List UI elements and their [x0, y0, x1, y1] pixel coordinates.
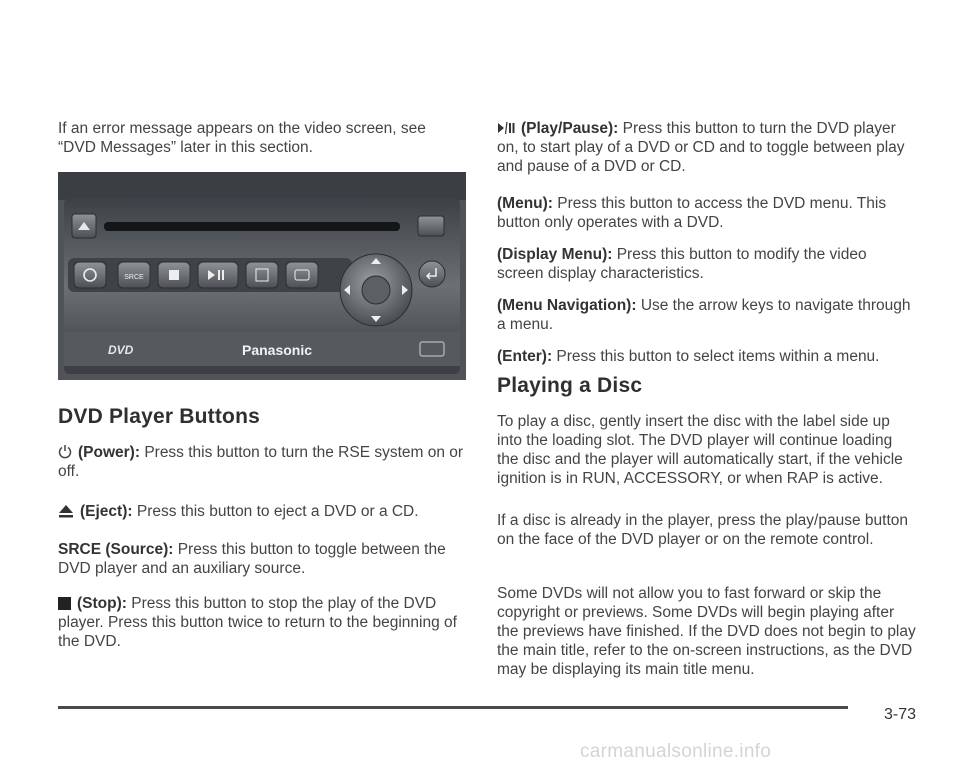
dvd-player-buttons-heading: DVD Player Buttons [58, 405, 260, 428]
enter-entry [497, 347, 917, 366]
playing-para-2: If a disc is already in the player, press the play/pause button on the face of the DVD player or on the remote control. [497, 512, 908, 548]
enter-label: (Enter): [497, 348, 553, 365]
power-entry [58, 443, 468, 481]
menu-navigation-entry [497, 296, 917, 334]
page-number: 3-73 [884, 706, 917, 723]
menu-navigation-label: (Menu Navigation): [497, 297, 637, 314]
menu-navigation-description: Use the arrow keys to navigate through a menu. [497, 297, 911, 333]
menu-entry [497, 194, 917, 232]
eject-entry [58, 502, 468, 521]
stop-icon [169, 270, 179, 280]
playing-a-disc-heading: Playing a Disc [497, 374, 643, 397]
play-pause-icon [497, 121, 515, 135]
srce-description: Press this button to toggle between the DVD player and an auxiliary source. [58, 541, 446, 577]
svg-text:SRCE: SRCE [124, 274, 144, 281]
site-watermark: carmanualsonline.info [580, 741, 772, 762]
eject-description: Press this button to eject a DVD or a CD. [136, 503, 419, 520]
enter-description: Press this button to select items within a menu. [556, 348, 880, 365]
playing-para-3: Some DVDs will not allow you to fast forward or skip the copyright or previews. Some DVDs will begin playing after the previews have finished. If the DVD does not begin to play the main title, refer to the on-screen instructions, as the DVD may be displaying its main title menu. [497, 585, 916, 678]
eject-label: (Eject): [80, 503, 133, 520]
stop-icon [58, 597, 71, 610]
play-pause-description: Press this button to turn the DVD player on, to start play of a DVD or CD and to toggle between play and pause of a DVD or CD. [497, 120, 905, 175]
play-pause-label: (Play/Pause): [521, 120, 619, 137]
playing-para-1: To play a disc, gently insert the disc with the label side up into the loading slot. The DVD player will continue loading the disc and the player will automatically start, if the vehicle ignition is in RUN, ACCESSORY, or when RAP is active. [497, 413, 903, 487]
power-label: (Power): [78, 444, 140, 461]
srce-label: SRCE (Source): [58, 541, 174, 558]
brand-logo: Panasonic [242, 342, 313, 358]
error-message-note: If an error message appears on the video screen, see “DVD Messages” later in this section. [58, 120, 426, 156]
play-pause-entry [497, 119, 917, 176]
dvd-player-illustration [58, 172, 466, 380]
display-menu-label: (Display Menu): [497, 246, 613, 263]
stop-entry [58, 594, 468, 651]
dvd-player-photo [58, 172, 466, 380]
power-description: Press this button to turn the RSE system on or off. [58, 444, 464, 480]
stop-label: (Stop): [77, 595, 127, 612]
display-menu-entry [497, 245, 917, 283]
stop-description: Press this button to stop the play of the DVD player. Press this button twice to return to the beginning of the DVD. [58, 595, 457, 650]
power-icon [58, 444, 72, 459]
eject-icon [58, 504, 74, 518]
menu-label: (Menu): [497, 195, 553, 212]
srce-entry [58, 540, 468, 578]
menu-description: Press this button to access the DVD menu. This button only operates with a DVD. [497, 195, 887, 231]
footer-rule [58, 706, 848, 709]
display-menu-description: Press this button to modify the video screen display characteristics. [497, 246, 867, 282]
dvd-logo: DVD [108, 343, 134, 357]
